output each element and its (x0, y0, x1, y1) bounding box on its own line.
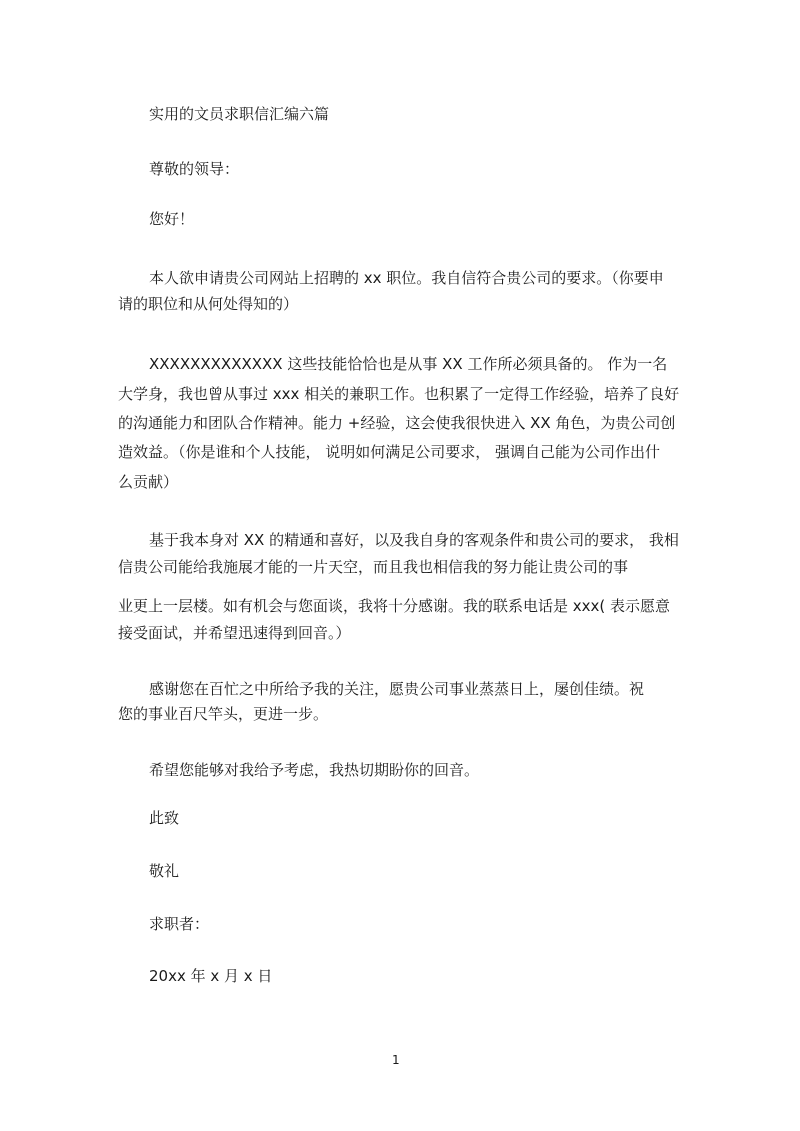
paragraph-line: 请的职位和从何处得知的） (118, 295, 299, 313)
date-line: 20xx 年 x 月 x 日 (149, 967, 273, 985)
salutation: 尊敬的领导： (149, 160, 240, 178)
page-number: 1 (392, 1053, 400, 1067)
paragraph-line: 造效益。（你是谁和个人技能， 说明如何满足公司要求， 强调自己能为公司作出什 (118, 443, 661, 461)
paragraph-line: 您的事业百尺竿头，更进一步。 (118, 705, 329, 723)
paragraph-line: 大学身，我也曾从事过 xxx 相关的兼职工作。也积累了一定得工作经验，培养了良好 (118, 385, 680, 403)
signature-label: 求职者： (149, 915, 210, 933)
greeting: 您好！ (149, 210, 195, 228)
paragraph-line: 本人欲申请贵公司网站上招聘的 xx 职位。我自信符合贵公司的要求。（你要申 (149, 269, 664, 287)
paragraph-line: 么贡献） (118, 473, 179, 491)
closing-regards: 此致 (149, 809, 180, 827)
paragraph-line: 信贵公司能给我施展才能的一片天空，而且我也相信我的努力能让贵公司的事 (118, 558, 629, 576)
document-title: 实用的文员求职信汇编六篇 (149, 105, 330, 123)
paragraph-line: XXXXXXXXXXXXX 这些技能恰恰也是从事 XX 工作所必须具备的。 作为一名 (149, 355, 668, 373)
paragraph-line: 的沟通能力和团队合作精神。能力 +经验，这会使我很快进入 XX 角色，为贵公司创 (118, 414, 676, 432)
paragraph-line: 希望您能够对我给予考虑，我热切期盼你的回音。 (149, 761, 480, 779)
paragraph-line: 接受面试，并希望迅速得到回音。） (118, 624, 351, 642)
paragraph-line: 业更上一层楼。如有机会与您面谈，我将十分感谢。我的联系电话是 xxx( 表示愿意 (118, 597, 671, 615)
closing-salute: 敬礼 (149, 862, 180, 880)
paragraph-line: 感谢您在百忙之中所给予我的关注，愿贵公司事业蒸蒸日上，屡创佳绩。祝 (149, 680, 645, 698)
paragraph-line: 基于我本身对 XX 的精通和喜好，以及我自身的客观条件和贵公司的要求， 我相 (149, 531, 679, 549)
